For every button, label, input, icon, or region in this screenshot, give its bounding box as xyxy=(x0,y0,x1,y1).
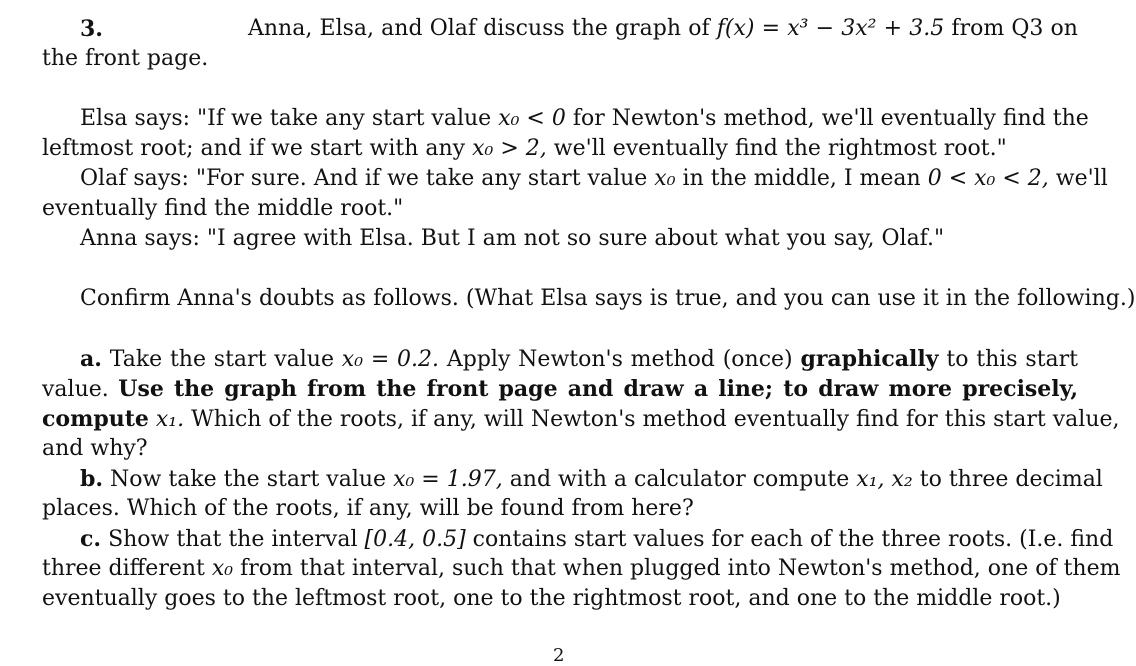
part-b-text-3: to three decimal xyxy=(919,467,1103,492)
part-c-text-1: Show that the interval xyxy=(108,527,358,552)
question-intro-continued: the front page. xyxy=(42,46,209,71)
elsa-condition-2: x₀ > 2, xyxy=(472,136,547,161)
part-b-line-1 xyxy=(80,464,1103,495)
part-c-label: c. xyxy=(80,526,102,552)
part-a-line-2 xyxy=(42,374,1078,405)
elsa-line-2 xyxy=(42,134,1078,164)
olaf-text-3: we'll xyxy=(1055,166,1108,191)
olaf-text-1: Olaf says: "For sure. And if we take any start value xyxy=(80,166,648,191)
part-b-text-2: and with a calculator compute xyxy=(509,467,850,492)
part-a-text-3: to this start xyxy=(946,347,1079,372)
function-formula: f(x) = x³ − 3x² + 3.5 xyxy=(716,16,945,41)
part-c-line-1 xyxy=(80,524,1114,555)
part-c-text-4: from that interval, such that when plugged into Newton's method, one of them xyxy=(240,556,1121,581)
part-a-text-5: Which of the roots, if any, will Newton's method eventually find for this start value, xyxy=(191,407,1120,432)
olaf-variable: x₀ xyxy=(654,166,676,191)
part-a-text-1: Take the start value xyxy=(109,347,334,372)
part-a-start-value: x₀ = 0.2. xyxy=(341,347,440,372)
part-a-label: a. xyxy=(80,346,102,372)
elsa-condition-1: x₀ < 0 xyxy=(498,106,566,131)
question-intro-line xyxy=(248,14,1078,44)
question-intro-source: from Q3 on xyxy=(951,16,1078,41)
part-c-text-2: contains start values for each of the three roots. (I.e. find xyxy=(472,527,1114,552)
anna-line: Anna says: "I agree with Elsa. But I am not so sure about what you say, Olaf." xyxy=(80,226,945,251)
part-a-text-4: value. xyxy=(42,377,109,402)
part-b-text-1: Now take the start value xyxy=(110,467,387,492)
part-c-line-2 xyxy=(42,554,1121,584)
question-intro-text: Anna, Elsa, and Olaf discuss the graph of xyxy=(248,16,710,41)
part-c-variable: x₀ xyxy=(211,556,234,581)
part-b-start-value: x₀ = 1.97, xyxy=(393,467,503,492)
part-a-variable: x₁. xyxy=(155,407,185,432)
part-a-text-2: Apply Newton's method (once) xyxy=(446,347,793,372)
question-number: 3. xyxy=(80,16,103,42)
elsa-line-1 xyxy=(80,104,1089,134)
page-number: 2 xyxy=(553,645,565,666)
part-b-label: b. xyxy=(80,466,104,492)
part-c-interval: [0.4, 0.5] xyxy=(364,527,466,552)
part-a-line-3 xyxy=(42,404,1120,435)
part-a-line-1 xyxy=(80,344,1078,375)
elsa-text-1: Elsa says: "If we take any start value xyxy=(80,106,492,131)
olaf-line-2: eventually find the middle root." xyxy=(42,196,404,221)
olaf-line-1 xyxy=(80,164,1108,194)
part-a-bold-instruction: Use the graph from the front page and draw a line; to draw more precisely, xyxy=(118,376,1078,402)
olaf-condition: 0 < x₀ < 2, xyxy=(927,166,1049,191)
instruction-line: Confirm Anna's doubts as follows. (What Elsa says is true, and you can use it in the following.) xyxy=(80,286,1136,311)
part-c-line-3: eventually goes to the leftmost root, one to the rightmost root, and one to the middle root.) xyxy=(42,586,1061,611)
elsa-text-3: leftmost root; and if we start with any xyxy=(42,136,466,161)
part-b-variables: x₁, x₂ xyxy=(856,467,913,492)
part-a-bold-compute: compute xyxy=(42,406,149,432)
elsa-text-2: for Newton's method, we'll eventually find the xyxy=(572,106,1089,131)
olaf-text-2: in the middle, I mean xyxy=(682,166,921,191)
elsa-text-4: we'll eventually find the rightmost root." xyxy=(553,136,1007,161)
part-c-text-3: three different xyxy=(42,556,205,581)
part-a-bold-graphically: graphically xyxy=(800,346,939,372)
part-b-line-2: places. Which of the roots, if any, will be found from here? xyxy=(42,496,694,521)
part-a-line-4: and why? xyxy=(42,436,148,461)
